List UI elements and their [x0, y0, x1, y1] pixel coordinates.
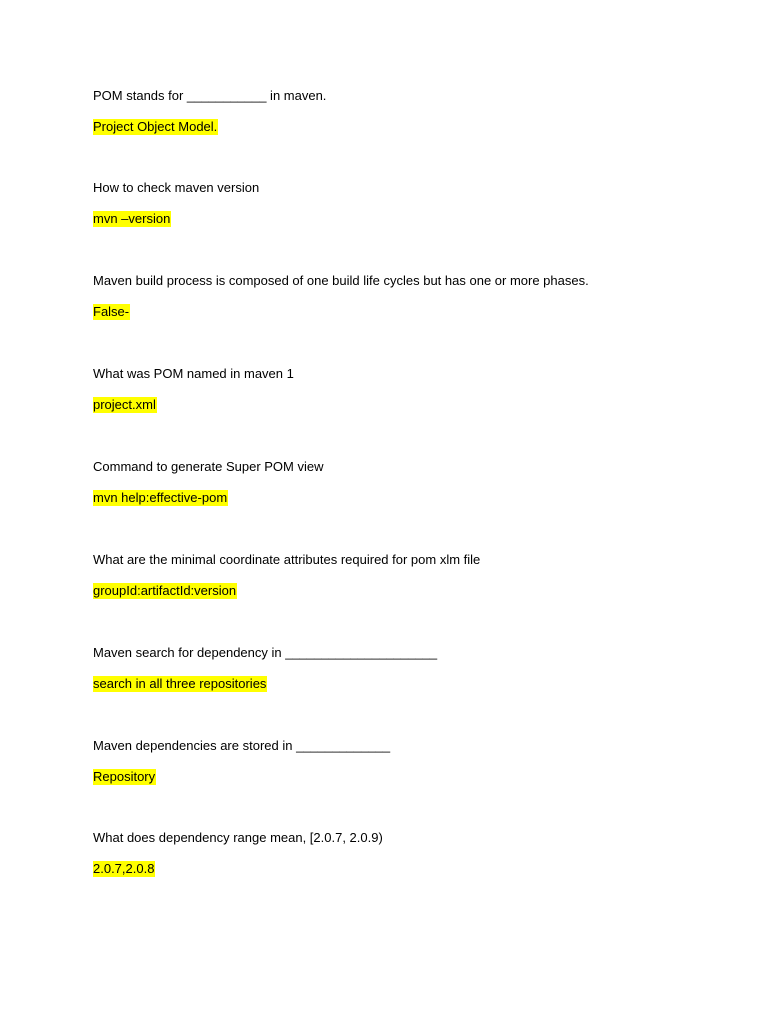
answer-highlight: mvn help:effective-pom — [93, 490, 228, 505]
question-text: Maven dependencies are stored in _____________ — [93, 738, 391, 753]
question-text: Maven search for dependency in _____________________ — [93, 645, 438, 660]
answer-highlight: Project Object Model. — [93, 119, 218, 134]
answer-highlight: project.xml — [93, 397, 156, 412]
question-text: What was POM named in maven 1 — [93, 366, 294, 381]
question-text: What does dependency range mean, [2.0.7, 2.0.9) — [93, 830, 383, 845]
question-text: Maven build process is composed of one build life cycles but has one or more phases. — [93, 273, 589, 288]
answer-highlight: groupId:artifactId:version — [93, 583, 237, 598]
answer-highlight: 2.0.7,2.0.8 — [93, 861, 155, 876]
question-text: What are the minimal coordinate attributes required for pom xlm file — [93, 552, 481, 567]
question-text: POM stands for ___________ in maven. — [93, 88, 327, 103]
answer-highlight: Repository — [93, 769, 156, 784]
question-text: Command to generate Super POM view — [93, 459, 324, 474]
question-text: How to check maven version — [93, 180, 260, 195]
answer-highlight: mvn –version — [93, 211, 171, 226]
answer-highlight: search in all three repositories — [93, 676, 267, 691]
answer-highlight: False- — [93, 304, 130, 319]
